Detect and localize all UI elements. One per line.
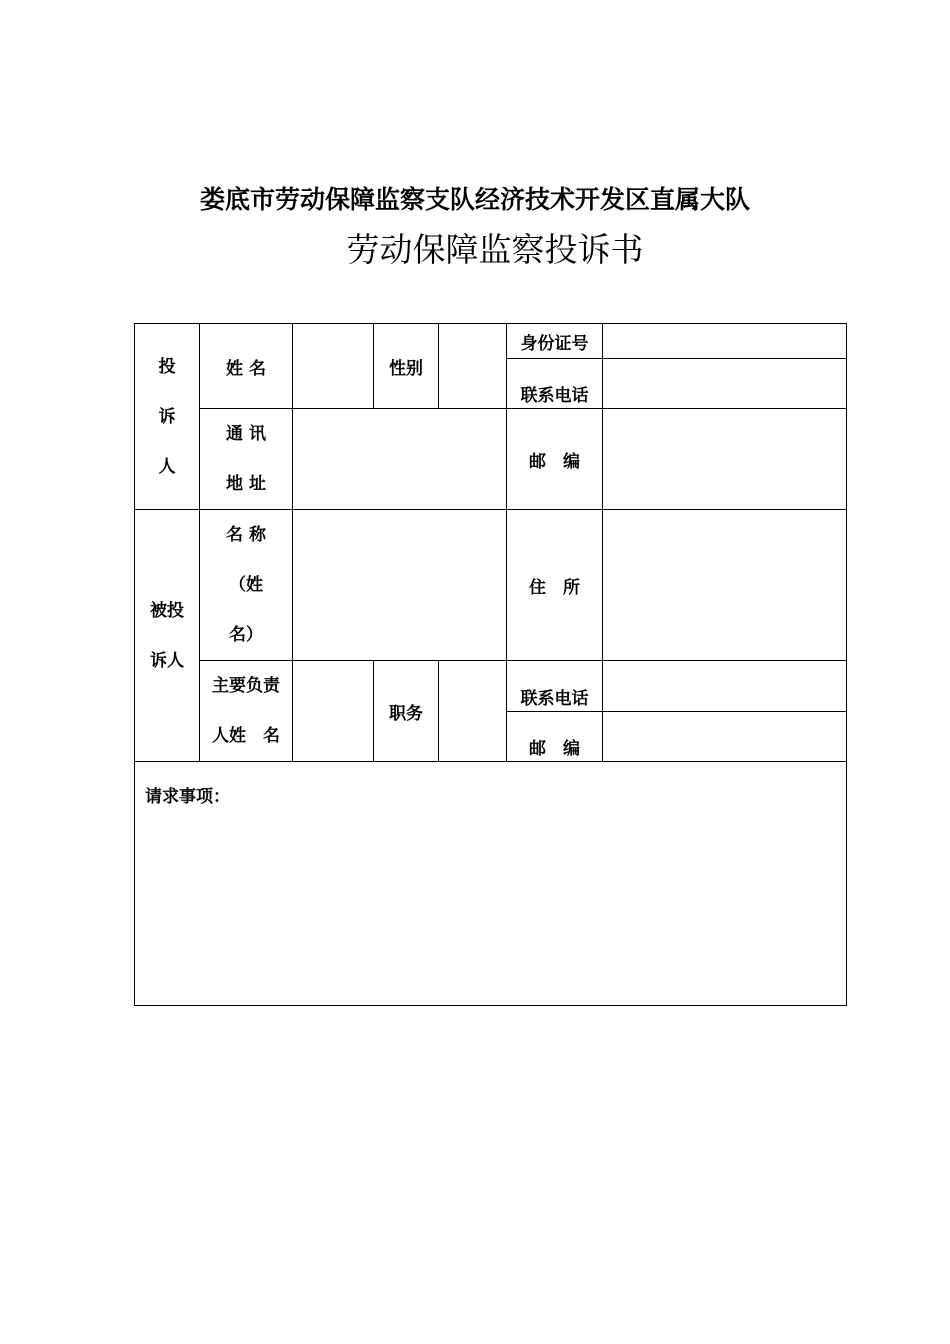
complaint-form-table	[134, 323, 847, 1006]
respondent-postcode-label: 邮 编	[507, 711, 603, 762]
complainant-phone-field[interactable]	[603, 359, 847, 409]
respondent-label-line-2: 诉人	[150, 650, 184, 671]
respondent-label-line-1: 被投	[150, 600, 184, 621]
respondent-phone-label: 联系电话	[507, 661, 603, 712]
complainant-gender-label: 性别	[374, 324, 439, 409]
complainant-address-label	[200, 409, 293, 510]
complainant-phone-label: 联系电话	[507, 359, 603, 409]
complainant-name-field[interactable]	[293, 324, 374, 409]
respondent-position-label: 职务	[374, 661, 439, 762]
complainant-label-line-3: 人	[158, 456, 176, 477]
address-label-line-2: 地 址	[226, 474, 266, 494]
respondent-name-line-1: 名 称	[226, 525, 266, 545]
respondent-head-field[interactable]	[293, 661, 374, 762]
address-label-line-1: 通 讯	[226, 424, 266, 444]
complainant-id-label: 身份证号	[507, 324, 603, 359]
respondent-phone-field[interactable]	[603, 661, 847, 712]
respondent-postcode-field[interactable]	[603, 711, 847, 762]
respondent-name-label	[200, 510, 293, 661]
organization-title: 娄底市劳动保障监察支队经济技术开发区直属大队	[199, 185, 750, 214]
complainant-label-line-2: 诉	[158, 406, 176, 427]
respondent-position-field[interactable]	[439, 661, 507, 762]
respondent-head-label	[200, 661, 293, 762]
complainant-postcode-label: 邮 编	[507, 409, 603, 510]
respondent-name-line-2: （姓	[229, 575, 263, 595]
respondent-head-line-1: 主要负责	[212, 676, 280, 696]
respondent-residence-field[interactable]	[603, 510, 847, 661]
request-field[interactable]	[135, 762, 847, 1006]
complainant-name-label: 姓 名	[200, 324, 293, 409]
respondent-name-line-3: 名）	[229, 625, 263, 645]
respondent-name-field[interactable]	[293, 510, 507, 661]
complainant-id-field[interactable]	[603, 324, 847, 359]
complainant-label-line-1: 投	[158, 356, 176, 377]
complainant-gender-field[interactable]	[439, 324, 507, 409]
document-title: 劳动保障监察投诉书	[346, 230, 644, 269]
respondent-head-line-2: 人姓 名	[212, 726, 280, 746]
complainant-section-label	[135, 324, 200, 510]
request-label: 请求事项：	[145, 787, 230, 807]
respondent-section-label	[135, 510, 200, 762]
complainant-address-field[interactable]	[293, 409, 507, 510]
respondent-residence-label: 住 所	[507, 510, 603, 661]
complainant-postcode-field[interactable]	[603, 409, 847, 510]
